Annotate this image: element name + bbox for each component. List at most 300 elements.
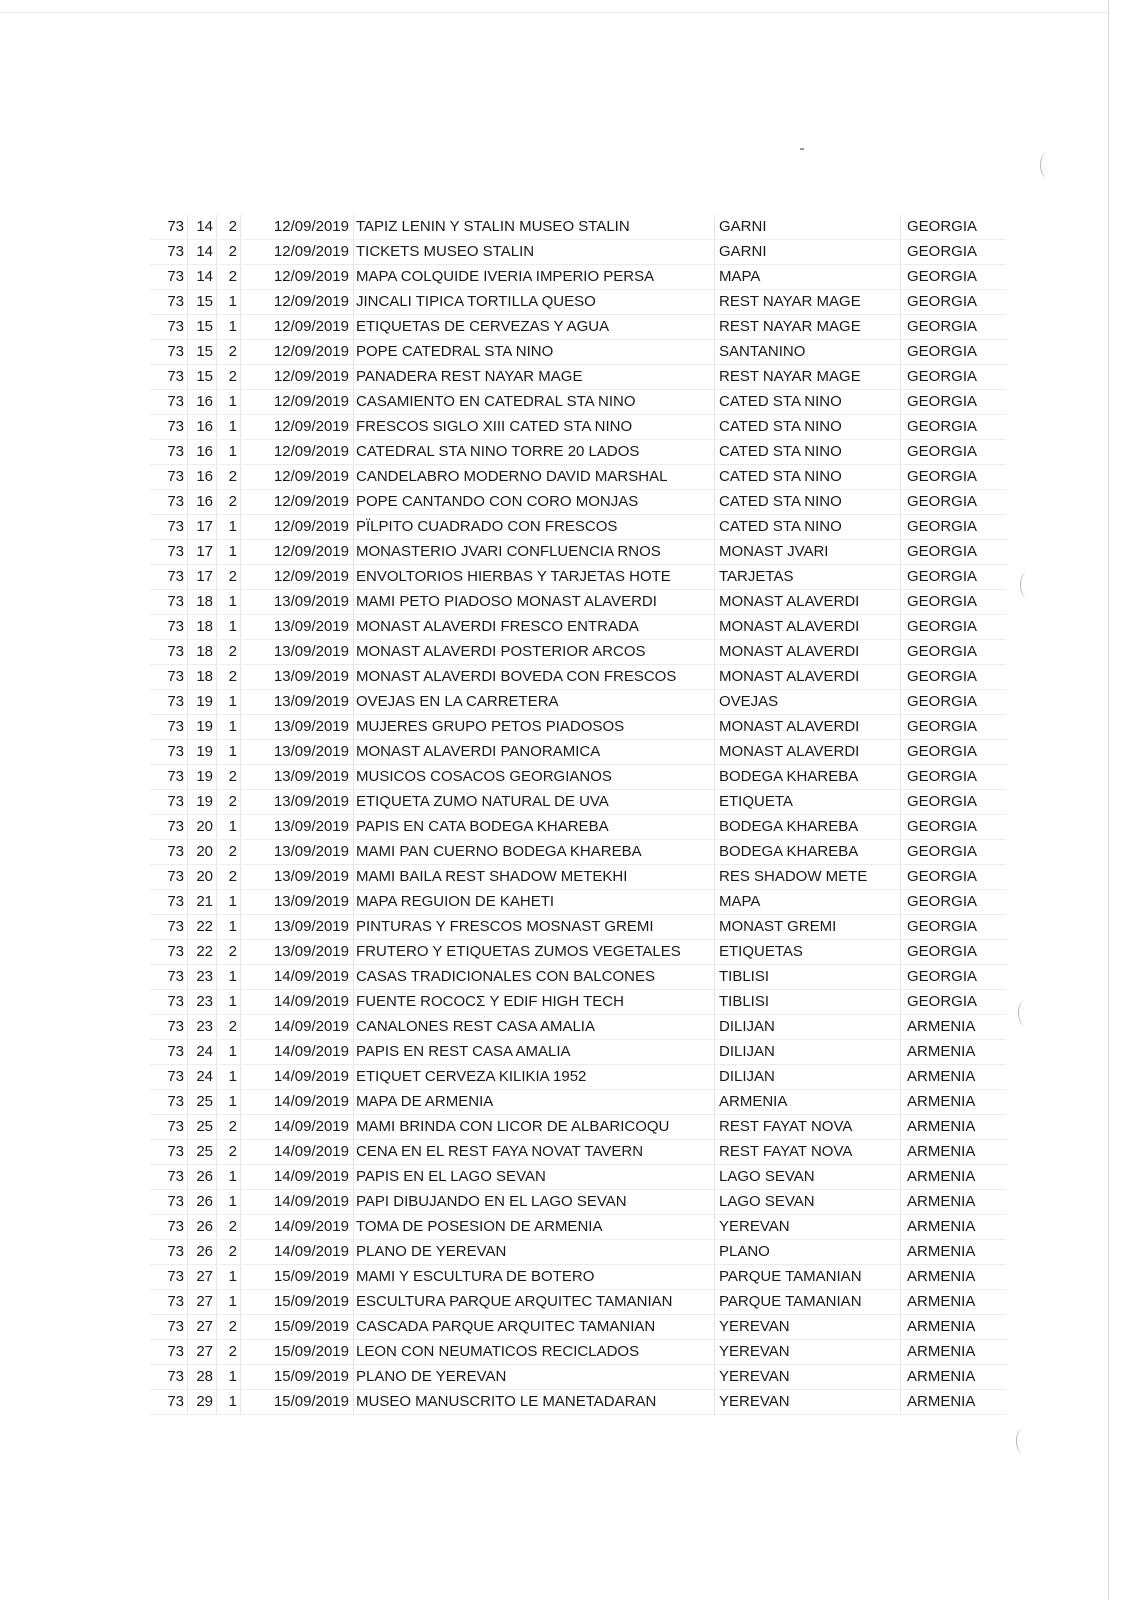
volume-cell: 73 — [150, 765, 188, 790]
location-cell: MONAST ALAVERDI — [715, 590, 901, 615]
volume-cell: 73 — [150, 1015, 188, 1040]
description-cell: MAPA COLQUIDE IVERIA IMPERIO PERSA — [354, 265, 715, 290]
country-cell: GEORGIA — [901, 565, 1007, 590]
description-cell: MONAST ALAVERDI PANORAMICA — [354, 740, 715, 765]
location-cell: LAGO SEVAN — [715, 1190, 901, 1215]
date-cell: 12/09/2019 — [241, 415, 354, 440]
country-cell: GEORGIA — [901, 540, 1007, 565]
location-cell: MAPA — [715, 890, 901, 915]
position-cell: 1 — [217, 1040, 241, 1065]
location-cell: ETIQUETAS — [715, 940, 901, 965]
table-row — [150, 1265, 1006, 1290]
date-cell: 13/09/2019 — [241, 840, 354, 865]
volume-cell: 73 — [150, 1290, 188, 1315]
country-cell: GEORGIA — [901, 765, 1007, 790]
location-cell: PARQUE TAMANIAN — [715, 1290, 901, 1315]
page-cell: 20 — [188, 840, 217, 865]
position-cell: 1 — [217, 290, 241, 315]
position-cell: 1 — [217, 965, 241, 990]
table-row — [150, 1215, 1006, 1240]
date-cell: 15/09/2019 — [241, 1390, 354, 1415]
date-cell: 14/09/2019 — [241, 1040, 354, 1065]
position-cell: 2 — [217, 490, 241, 515]
location-cell: MONAST GREMI — [715, 915, 901, 940]
location-cell: REST FAYAT NOVA — [715, 1115, 901, 1140]
country-cell: GEORGIA — [901, 665, 1007, 690]
position-cell: 1 — [217, 1365, 241, 1390]
page-cell: 16 — [188, 490, 217, 515]
location-cell: SANTANINO — [715, 340, 901, 365]
scan-top-edge — [0, 12, 1109, 13]
country-cell: GEORGIA — [901, 940, 1007, 965]
country-cell: GEORGIA — [901, 690, 1007, 715]
country-cell: GEORGIA — [901, 290, 1007, 315]
table-row — [150, 490, 1006, 515]
country-cell: GEORGIA — [901, 465, 1007, 490]
volume-cell: 73 — [150, 290, 188, 315]
description-cell: PÏLPITO CUADRADO CON FRESCOS — [354, 515, 715, 540]
position-cell: 1 — [217, 615, 241, 640]
position-cell: 1 — [217, 315, 241, 340]
location-cell: PLANO — [715, 1240, 901, 1265]
country-cell: ARMENIA — [901, 1140, 1007, 1165]
volume-cell: 73 — [150, 415, 188, 440]
table-row — [150, 240, 1006, 265]
description-cell: PAPI DIBUJANDO EN EL LAGO SEVAN — [354, 1190, 715, 1215]
location-cell: YEREVAN — [715, 1215, 901, 1240]
volume-cell: 73 — [150, 690, 188, 715]
country-cell: GEORGIA — [901, 515, 1007, 540]
position-cell: 1 — [217, 690, 241, 715]
description-cell: TAPIZ LENIN Y STALIN MUSEO STALIN — [354, 215, 715, 240]
date-cell: 12/09/2019 — [241, 290, 354, 315]
country-cell: ARMENIA — [901, 1340, 1007, 1365]
country-cell: GEORGIA — [901, 265, 1007, 290]
description-cell: PAPIS EN CATA BODEGA KHAREBA — [354, 815, 715, 840]
punch-hole-mark — [1016, 1428, 1031, 1454]
page-cell: 27 — [188, 1315, 217, 1340]
volume-cell: 73 — [150, 340, 188, 365]
position-cell: 1 — [217, 590, 241, 615]
volume-cell: 73 — [150, 1040, 188, 1065]
description-cell: PAPIS EN EL LAGO SEVAN — [354, 1165, 715, 1190]
location-cell: YEREVAN — [715, 1315, 901, 1340]
volume-cell: 73 — [150, 365, 188, 390]
description-cell: MUJERES GRUPO PETOS PIADOSOS — [354, 715, 715, 740]
position-cell: 1 — [217, 1065, 241, 1090]
punch-hole-mark — [1020, 572, 1035, 598]
country-cell: GEORGIA — [901, 715, 1007, 740]
date-cell: 15/09/2019 — [241, 1340, 354, 1365]
date-cell: 14/09/2019 — [241, 1190, 354, 1215]
country-cell: GEORGIA — [901, 440, 1007, 465]
country-cell: ARMENIA — [901, 1215, 1007, 1240]
page-cell: 16 — [188, 465, 217, 490]
volume-cell: 73 — [150, 790, 188, 815]
location-cell: BODEGA KHAREBA — [715, 840, 901, 865]
table-row — [150, 690, 1006, 715]
table-row — [150, 940, 1006, 965]
volume-cell: 73 — [150, 1115, 188, 1140]
position-cell: 2 — [217, 940, 241, 965]
volume-cell: 73 — [150, 515, 188, 540]
page-cell: 23 — [188, 990, 217, 1015]
date-cell: 15/09/2019 — [241, 1290, 354, 1315]
volume-cell: 73 — [150, 1140, 188, 1165]
position-cell: 1 — [217, 540, 241, 565]
location-cell: MONAST ALAVERDI — [715, 715, 901, 740]
table-row — [150, 265, 1006, 290]
volume-cell: 73 — [150, 465, 188, 490]
position-cell: 2 — [217, 1015, 241, 1040]
table-row — [150, 915, 1006, 940]
country-cell: GEORGIA — [901, 815, 1007, 840]
page-cell: 28 — [188, 1365, 217, 1390]
country-cell: ARMENIA — [901, 1090, 1007, 1115]
volume-cell: 73 — [150, 1390, 188, 1415]
description-cell: CASAMIENTO EN CATEDRAL STA NINO — [354, 390, 715, 415]
country-cell: GEORGIA — [901, 840, 1007, 865]
country-cell: ARMENIA — [901, 1190, 1007, 1215]
description-cell: CANDELABRO MODERNO DAVID MARSHAL — [354, 465, 715, 490]
table-row — [150, 340, 1006, 365]
location-cell: OVEJAS — [715, 690, 901, 715]
punch-hole-mark — [1040, 152, 1055, 178]
description-cell: PINTURAS Y FRESCOS MOSNAST GREMI — [354, 915, 715, 940]
punch-hole-mark — [1018, 1000, 1033, 1026]
date-cell: 12/09/2019 — [241, 465, 354, 490]
country-cell: ARMENIA — [901, 1165, 1007, 1190]
page-cell: 27 — [188, 1340, 217, 1365]
position-cell: 1 — [217, 1190, 241, 1215]
date-cell: 15/09/2019 — [241, 1315, 354, 1340]
table-row — [150, 740, 1006, 765]
location-cell: CATED STA NINO — [715, 490, 901, 515]
location-cell: ETIQUETA — [715, 790, 901, 815]
table-row — [150, 315, 1006, 340]
position-cell: 1 — [217, 1390, 241, 1415]
table-row — [150, 865, 1006, 890]
date-cell: 14/09/2019 — [241, 1115, 354, 1140]
country-cell: ARMENIA — [901, 1290, 1007, 1315]
country-cell: GEORGIA — [901, 365, 1007, 390]
table-row — [150, 1040, 1006, 1065]
date-cell: 12/09/2019 — [241, 265, 354, 290]
description-cell: OVEJAS EN LA CARRETERA — [354, 690, 715, 715]
description-cell: TICKETS MUSEO STALIN — [354, 240, 715, 265]
location-cell: DILIJAN — [715, 1015, 901, 1040]
position-cell: 1 — [217, 890, 241, 915]
page-cell: 29 — [188, 1390, 217, 1415]
position-cell: 2 — [217, 765, 241, 790]
location-cell: BODEGA KHAREBA — [715, 815, 901, 840]
page-cell: 26 — [188, 1215, 217, 1240]
page-cell: 22 — [188, 915, 217, 940]
table-row — [150, 840, 1006, 865]
description-cell: MUSEO MANUSCRITO LE MANETADARAN — [354, 1390, 715, 1415]
page-cell: 17 — [188, 540, 217, 565]
page-cell: 16 — [188, 415, 217, 440]
location-cell: YEREVAN — [715, 1365, 901, 1390]
volume-cell: 73 — [150, 990, 188, 1015]
description-cell: MONASTERIO JVARI CONFLUENCIA RNOS — [354, 540, 715, 565]
ledger-body — [150, 215, 1006, 1415]
volume-cell: 73 — [150, 315, 188, 340]
date-cell: 13/09/2019 — [241, 690, 354, 715]
page-cell: 15 — [188, 290, 217, 315]
table-row — [150, 1065, 1006, 1090]
page-cell: 17 — [188, 515, 217, 540]
volume-cell: 73 — [150, 915, 188, 940]
country-cell: GEORGIA — [901, 915, 1007, 940]
table-row — [150, 815, 1006, 840]
table-row — [150, 640, 1006, 665]
description-cell: FUENTE ROCOCΣ Y EDIF HIGH TECH — [354, 990, 715, 1015]
table-row — [150, 440, 1006, 465]
volume-cell: 73 — [150, 1340, 188, 1365]
country-cell: GEORGIA — [901, 990, 1007, 1015]
description-cell: MAPA REGUION DE KAHETI — [354, 890, 715, 915]
description-cell: JINCALI TIPICA TORTILLA QUESO — [354, 290, 715, 315]
position-cell: 2 — [217, 665, 241, 690]
date-cell: 12/09/2019 — [241, 440, 354, 465]
position-cell: 1 — [217, 740, 241, 765]
country-cell: GEORGIA — [901, 865, 1007, 890]
page-cell: 23 — [188, 1015, 217, 1040]
date-cell: 13/09/2019 — [241, 865, 354, 890]
country-cell: GEORGIA — [901, 965, 1007, 990]
position-cell: 1 — [217, 715, 241, 740]
location-cell: MONAST ALAVERDI — [715, 665, 901, 690]
description-cell: PANADERA REST NAYAR MAGE — [354, 365, 715, 390]
description-cell: CANALONES REST CASA AMALIA — [354, 1015, 715, 1040]
location-cell: LAGO SEVAN — [715, 1165, 901, 1190]
country-cell: ARMENIA — [901, 1115, 1007, 1140]
position-cell: 2 — [217, 1140, 241, 1165]
description-cell: MONAST ALAVERDI BOVEDA CON FRESCOS — [354, 665, 715, 690]
page-cell: 14 — [188, 265, 217, 290]
description-cell: ETIQUET CERVEZA KILIKIA 1952 — [354, 1065, 715, 1090]
location-cell: TIBLISI — [715, 990, 901, 1015]
location-cell: YEREVAN — [715, 1340, 901, 1365]
date-cell: 12/09/2019 — [241, 240, 354, 265]
country-cell: GEORGIA — [901, 790, 1007, 815]
description-cell: MUSICOS COSACOS GEORGIANOS — [354, 765, 715, 790]
volume-cell: 73 — [150, 1165, 188, 1190]
location-cell: MONAST ALAVERDI — [715, 615, 901, 640]
date-cell: 13/09/2019 — [241, 940, 354, 965]
location-cell: MONAST JVARI — [715, 540, 901, 565]
description-cell: POPE CANTANDO CON CORO MONJAS — [354, 490, 715, 515]
page-cell: 24 — [188, 1040, 217, 1065]
scan-speck — [800, 148, 804, 150]
table-row — [150, 1015, 1006, 1040]
country-cell: GEORGIA — [901, 640, 1007, 665]
description-cell: POPE CATEDRAL STA NINO — [354, 340, 715, 365]
description-cell: MAMI Y ESCULTURA DE BOTERO — [354, 1265, 715, 1290]
description-cell: MAPA DE ARMENIA — [354, 1090, 715, 1115]
location-cell: MONAST ALAVERDI — [715, 640, 901, 665]
position-cell: 1 — [217, 915, 241, 940]
volume-cell: 73 — [150, 965, 188, 990]
page-cell: 19 — [188, 790, 217, 815]
position-cell: 1 — [217, 1090, 241, 1115]
country-cell: GEORGIA — [901, 390, 1007, 415]
table-row — [150, 765, 1006, 790]
volume-cell: 73 — [150, 715, 188, 740]
position-cell: 1 — [217, 1165, 241, 1190]
description-cell: FRESCOS SIGLO XIII CATED STA NINO — [354, 415, 715, 440]
date-cell: 13/09/2019 — [241, 640, 354, 665]
table-row — [150, 390, 1006, 415]
volume-cell: 73 — [150, 265, 188, 290]
page-cell: 27 — [188, 1290, 217, 1315]
date-cell: 14/09/2019 — [241, 1215, 354, 1240]
location-cell: GARNI — [715, 240, 901, 265]
page-cell: 19 — [188, 765, 217, 790]
location-cell: DILIJAN — [715, 1065, 901, 1090]
volume-cell: 73 — [150, 440, 188, 465]
volume-cell: 73 — [150, 1215, 188, 1240]
location-cell: BODEGA KHAREBA — [715, 765, 901, 790]
country-cell: GEORGIA — [901, 490, 1007, 515]
description-cell: CASCADA PARQUE ARQUITEC TAMANIAN — [354, 1315, 715, 1340]
page-cell: 20 — [188, 865, 217, 890]
location-cell: MAPA — [715, 265, 901, 290]
volume-cell: 73 — [150, 390, 188, 415]
description-cell: LEON CON NEUMATICOS RECICLADOS — [354, 1340, 715, 1365]
description-cell: ETIQUETAS DE CERVEZAS Y AGUA — [354, 315, 715, 340]
volume-cell: 73 — [150, 940, 188, 965]
location-cell: DILIJAN — [715, 1040, 901, 1065]
page-cell: 15 — [188, 340, 217, 365]
table-row — [150, 215, 1006, 240]
page-cell: 25 — [188, 1115, 217, 1140]
position-cell: 2 — [217, 865, 241, 890]
position-cell: 2 — [217, 840, 241, 865]
page-cell: 19 — [188, 690, 217, 715]
position-cell: 2 — [217, 340, 241, 365]
position-cell: 2 — [217, 1215, 241, 1240]
table-row — [150, 790, 1006, 815]
position-cell: 2 — [217, 365, 241, 390]
date-cell: 15/09/2019 — [241, 1365, 354, 1390]
country-cell: ARMENIA — [901, 1040, 1007, 1065]
volume-cell: 73 — [150, 1240, 188, 1265]
table-row — [150, 1390, 1006, 1415]
description-cell: ESCULTURA PARQUE ARQUITEC TAMANIAN — [354, 1290, 715, 1315]
date-cell: 14/09/2019 — [241, 965, 354, 990]
position-cell: 1 — [217, 1265, 241, 1290]
date-cell: 13/09/2019 — [241, 915, 354, 940]
country-cell: GEORGIA — [901, 590, 1007, 615]
volume-cell: 73 — [150, 740, 188, 765]
page-cell: 20 — [188, 815, 217, 840]
position-cell: 2 — [217, 790, 241, 815]
date-cell: 13/09/2019 — [241, 815, 354, 840]
date-cell: 14/09/2019 — [241, 1140, 354, 1165]
position-cell: 1 — [217, 1290, 241, 1315]
location-cell: YEREVAN — [715, 1390, 901, 1415]
table-row — [150, 1365, 1006, 1390]
location-cell: REST NAYAR MAGE — [715, 315, 901, 340]
table-row — [150, 365, 1006, 390]
country-cell: GEORGIA — [901, 615, 1007, 640]
location-cell: REST FAYAT NOVA — [715, 1140, 901, 1165]
page-cell: 22 — [188, 940, 217, 965]
date-cell: 14/09/2019 — [241, 1065, 354, 1090]
table-row — [150, 965, 1006, 990]
page-cell: 25 — [188, 1140, 217, 1165]
page-cell: 16 — [188, 390, 217, 415]
location-cell: CATED STA NINO — [715, 515, 901, 540]
date-cell: 12/09/2019 — [241, 490, 354, 515]
description-cell: PLANO DE YEREVAN — [354, 1240, 715, 1265]
table-row — [150, 615, 1006, 640]
volume-cell: 73 — [150, 815, 188, 840]
description-cell: MAMI BAILA REST SHADOW METEKHI — [354, 865, 715, 890]
table-row — [150, 1165, 1006, 1190]
description-cell: CASAS TRADICIONALES CON BALCONES — [354, 965, 715, 990]
table-row — [150, 665, 1006, 690]
date-cell: 12/09/2019 — [241, 390, 354, 415]
position-cell: 1 — [217, 440, 241, 465]
position-cell: 2 — [217, 1115, 241, 1140]
volume-cell: 73 — [150, 490, 188, 515]
date-cell: 13/09/2019 — [241, 615, 354, 640]
page-cell: 18 — [188, 665, 217, 690]
date-cell: 14/09/2019 — [241, 1090, 354, 1115]
location-cell: CATED STA NINO — [715, 440, 901, 465]
description-cell: TOMA DE POSESION DE ARMENIA — [354, 1215, 715, 1240]
position-cell: 1 — [217, 415, 241, 440]
page-cell: 23 — [188, 965, 217, 990]
description-cell: FRUTERO Y ETIQUETAS ZUMOS VEGETALES — [354, 940, 715, 965]
page-cell: 24 — [188, 1065, 217, 1090]
position-cell: 1 — [217, 990, 241, 1015]
country-cell: ARMENIA — [901, 1065, 1007, 1090]
location-cell: CATED STA NINO — [715, 390, 901, 415]
position-cell: 1 — [217, 390, 241, 415]
country-cell: GEORGIA — [901, 340, 1007, 365]
table-row — [150, 590, 1006, 615]
position-cell: 1 — [217, 515, 241, 540]
position-cell: 2 — [217, 1315, 241, 1340]
date-cell: 12/09/2019 — [241, 215, 354, 240]
date-cell: 13/09/2019 — [241, 765, 354, 790]
volume-cell: 73 — [150, 640, 188, 665]
table-row — [150, 540, 1006, 565]
description-cell: ENVOLTORIOS HIERBAS Y TARJETAS HOTE — [354, 565, 715, 590]
position-cell: 2 — [217, 215, 241, 240]
table-row — [150, 565, 1006, 590]
volume-cell: 73 — [150, 215, 188, 240]
description-cell: MAMI PAN CUERNO BODEGA KHAREBA — [354, 840, 715, 865]
description-cell: CATEDRAL STA NINO TORRE 20 LADOS — [354, 440, 715, 465]
page-cell: 18 — [188, 615, 217, 640]
volume-cell: 73 — [150, 615, 188, 640]
country-cell: ARMENIA — [901, 1390, 1007, 1415]
country-cell: ARMENIA — [901, 1365, 1007, 1390]
page-cell: 14 — [188, 215, 217, 240]
table-row — [150, 890, 1006, 915]
description-cell: MONAST ALAVERDI POSTERIOR ARCOS — [354, 640, 715, 665]
description-cell: PAPIS EN REST CASA AMALIA — [354, 1040, 715, 1065]
table-row — [150, 1290, 1006, 1315]
date-cell: 12/09/2019 — [241, 315, 354, 340]
position-cell: 1 — [217, 815, 241, 840]
page-cell: 16 — [188, 440, 217, 465]
